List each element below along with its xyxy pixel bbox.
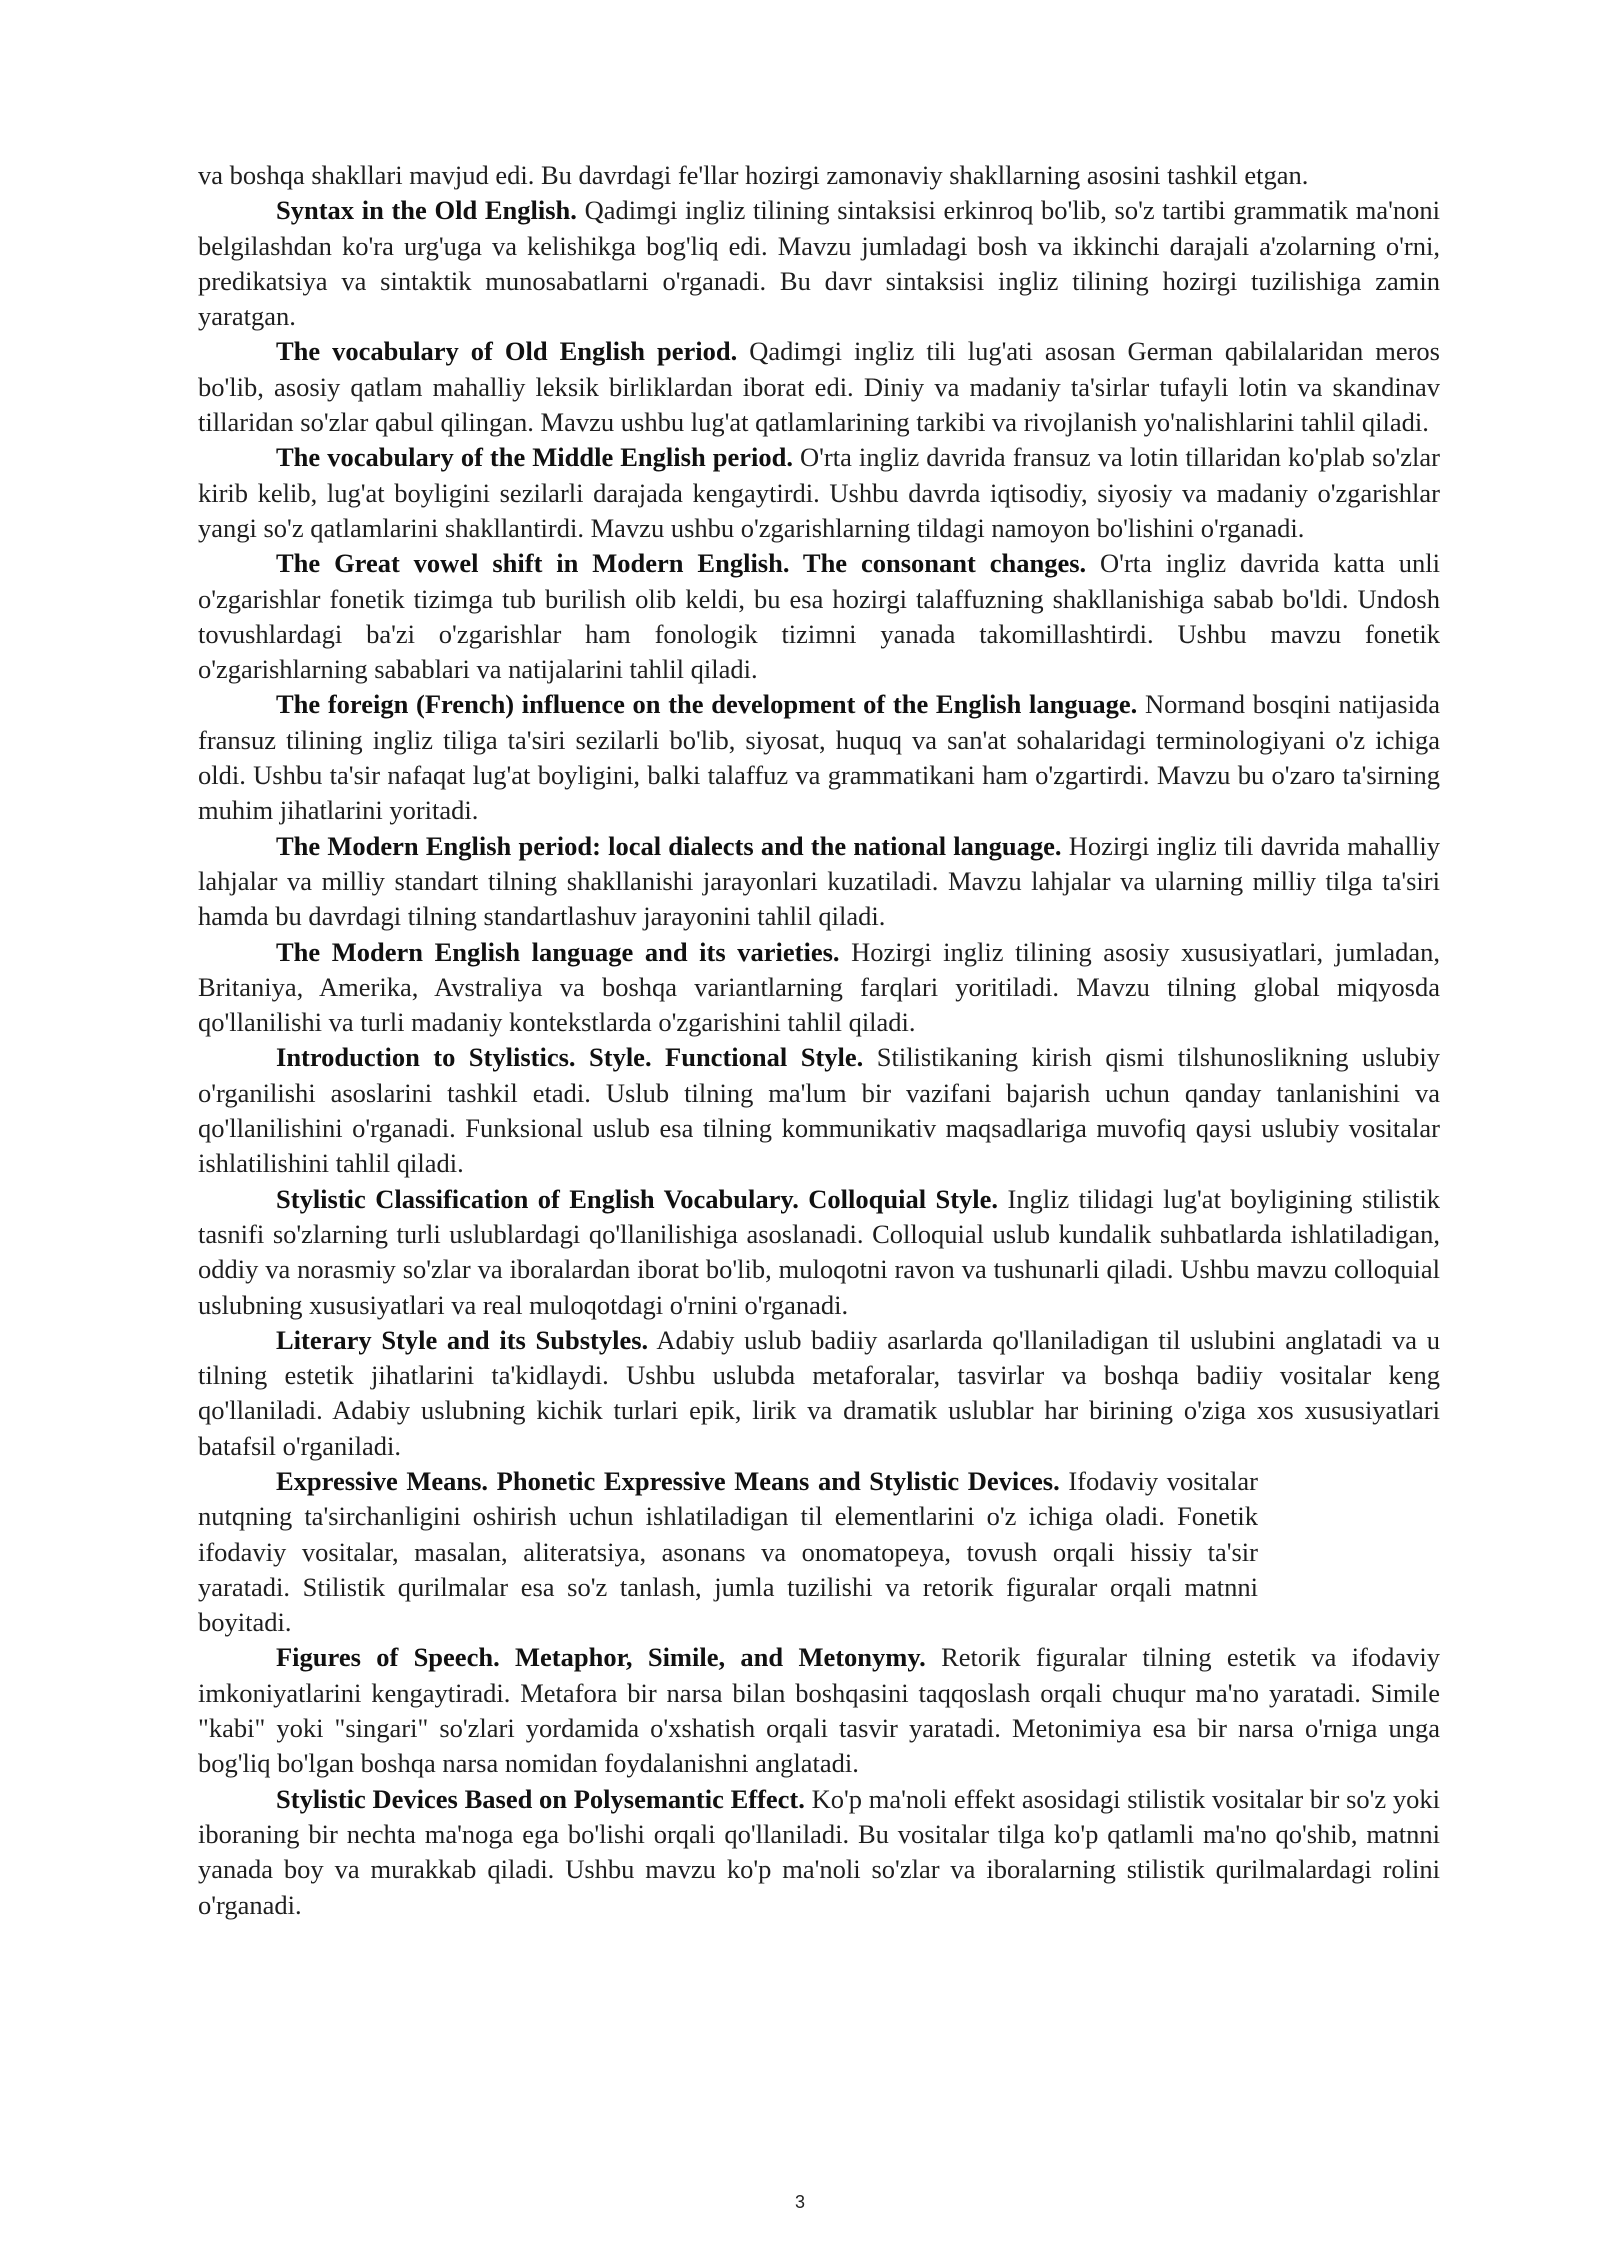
paragraph-heading: Introduction to Stylistics. Style. Functional Style. — [276, 1042, 864, 1073]
paragraph-heading: The foreign (French) influence on the development of the English language. — [276, 689, 1138, 720]
paragraph-heading: The Modern English period: local dialects and the national language. — [276, 830, 1062, 861]
paragraph-modern-english-varieties — [198, 935, 1440, 1041]
paragraph-french-influence — [198, 687, 1440, 828]
paragraph-heading: The Modern English language and its varieties. — [276, 936, 840, 967]
paragraph-figures-of-speech — [198, 1640, 1440, 1781]
paragraph-body: Stilistikaning kirish qismi tilshunoslikning uslubiy o'rganilishi asoslarini tashkil etadi. Uslub tilning ma'lum bir vazifani bajarish uchun qanday tanlanishini va qo'llanilishini o'rganadi. Funksional uslub esa tilning kommunikativ maqsadlariga muvofiq qaysi uslubiy vositalar ishlatilishini tahlil qiladi. — [198, 1042, 1441, 1179]
paragraph-body: O'rta ingliz davrida katta unli o'zgarishlar fonetik tizimga tub burilish olib keldi, bu esa hozirgi talaffuzning shakllanishiga sabab bo'ldi. Undosh tovushlardagi ba'zi o'zgarishlar ham fonologik tizimni yanada takomillashtirdi. Ushbu mavzu fonetik o'zgarishlarning sabablari va natijalarini tahlil qiladi. — [198, 548, 1440, 685]
paragraph-body: Qadimgi ingliz tilining sintaksisi erkinroq bo'lib, so'z tartibi grammatik ma'noni belgilashdan ko'ra urg'uga va kelishikga bog'liq edi. Mavzu jumladagi bosh va ikkinchi darajali a'zolarning o'rni, predikatsiya va sintaktik munosabatlarni o'rganadi. Bu davr sintaksisi ingliz tilining hozirgi tuzilishiga zamin yaratgan. — [198, 195, 1440, 332]
paragraph-heading: Literary Style and its Substyles. — [276, 1324, 649, 1355]
paragraph-heading: The vocabulary of Old English period. — [276, 336, 738, 367]
paragraph-stylistic-classification — [198, 1182, 1440, 1323]
paragraph-heading: The Great vowel shift in Modern English. The consonant changes. — [276, 548, 1087, 579]
paragraph-heading: Stylistic Devices Based on Polysemantic Effect. — [276, 1783, 805, 1814]
paragraph-body: Ifodaviy vositalar nutqning ta'sirchanligini oshirish uchun ishlatiladigan til elementlarini o'z ichiga oladi. Fonetik ifodaviy vositalar, masalan, aliteratsiya, asonans va onomatopeya, tovush orqali hissiy ta'sir yaratadi. Stilistik qurilmalar esa so'z tanlash, jumla tuzilishi va retorik figuralar orqali matnni boyitadi. — [198, 1465, 1258, 1638]
paragraph-body: Qadimgi ingliz tili lug'ati asosan German qabilalaridan meros bo'lib, asosiy qatlam mahalliy leksik birliklardan iborat edi. Diniy va madaniy ta'sirlar tufayli lotin va skandinav tillaridan so'zlar qabul qilingan. Mavzu ushbu lug'at qatlamlarining tarkibi va rivojlanish yo'nalishlarini tahlil qiladi. — [198, 336, 1440, 438]
paragraph-old-english-vocabulary — [198, 334, 1440, 440]
paragraph-intro-stylistics — [198, 1040, 1440, 1181]
paragraph-great-vowel-shift — [198, 546, 1440, 687]
paragraph-body: O'rta ingliz davrida fransuz va lotin tillaridan ko'plab so'zlar kirib kelib, lug'at boyligini sezilarli darajada kengaytirdi. Ushbu davrda iqtisodiy, siyosiy va madaniy o'zgarishlar yangi so'z qatlamlarini shakllantirdi. Mavzu ushbu o'zgarishlarning tildagi namoyon bo'lishini o'rganadi. — [198, 442, 1441, 543]
paragraph-body: Ko'p ma'noli effekt asosidagi stilistik vositalar bir so'z yoki iboraning bir nechta ma'noga ega bo'lishi orqali qo'llaniladi. Bu vositalar tilga ko'p qatlamli ma'no qo'shib, matnni yanada boy va murakkab qiladi. Ushbu mavzu ko'p ma'noli so'zlar va iboralarning stilistik qurilmalardagi rolini o'rganadi. — [198, 1783, 1440, 1920]
paragraph-heading: The vocabulary of the Middle English period. — [276, 442, 793, 473]
paragraph-heading: Stylistic Classification of English Vocabulary. Colloquial Style. — [276, 1183, 999, 1214]
paragraph-heading: Figures of Speech. Metaphor, Simile, and Metonymy. — [276, 1642, 926, 1673]
paragraph-middle-english-vocabulary — [198, 440, 1440, 546]
paragraph-heading: Syntax in the Old English. — [276, 195, 577, 226]
document-page — [198, 158, 1440, 1923]
paragraph-body: Retorik figuralar tilning estetik va ifodaviy imkoniyatlarini kengaytiradi. Metafora bir narsa bilan boshqasini taqqoslash orqali chuqur ma'no yaratadi. Simile "kabi" yoki "singari" so'zlari yordamida o'xshatish orqali tasvir yaratadi. Metonimiya esa bir narsa o'rniga unga bog'liq bo'lgan boshqa narsa nomidan foydalanishni anglatadi. — [198, 1642, 1441, 1779]
paragraph-polysemantic-effect — [198, 1782, 1440, 1923]
paragraph-literary-style — [198, 1323, 1440, 1464]
paragraph-body: Ingliz tilidagi lug'at boyligining stilistik tasnifi so'zlarning turli uslublardagi qo'llanilishiga asoslanadi. Colloquial uslub kundalik suhbatlarda ishlatiladigan, oddiy va norasmiy so'zlar va iboralardan iborat bo'lib, muloqotni ravon va tushunarli qiladi. Ushbu mavzu colloquial uslubning xususiyatlari va real muloqotdagi o'rnini o'rganadi. — [198, 1183, 1441, 1320]
page-number: 3 — [794, 2192, 805, 2212]
paragraph-old-english-syntax — [198, 193, 1440, 334]
paragraph-body: Hozirgi ingliz tili davrida mahalliy lahjalar va milliy standart tilning shakllanishi jarayonlari kuzatiladi. Mavzu lahjalar va ularning milliy tilga ta'siri hamda bu davrdagi tilning standartlashuv jarayonini tahlil qiladi. — [198, 830, 1440, 932]
paragraph-heading: Expressive Means. Phonetic Expressive Means and Stylistic Devices. — [276, 1465, 1060, 1496]
paragraph-dialects-national-language — [198, 829, 1440, 935]
paragraph-body: Adabiy uslub badiiy asarlarda qo'llaniladigan til uslubini anglatadi va u tilning estetik jihatlarini ta'kidlaydi. Ushbu uslubda metaforalar, tasvirlar va boshqa badiiy vositalar keng qo'llaniladi. Adabiy uslubning kichik turlari epik, lirik va dramatik uslublar har birining o'ziga xos xususiyatlari batafsil o'rganiladi. — [198, 1324, 1440, 1461]
paragraph-body: Normand bosqini natijasida fransuz tilining ingliz tiliga ta'siri sezilarli bo'lib, siyosat, huquq va san'at sohalaridagi terminologiyani o'z ichiga oldi. Ushbu ta'sir nafaqat lug'at boyligini, balki talaffuz va grammatikani ham o'zgartirdi. Mavzu bu o'zaro ta'sirning muhim jihatlarini yoritadi. — [198, 689, 1440, 826]
paragraph-body: Hozirgi ingliz tilining asosiy xususiyatlari, jumladan, Britaniya, Amerika, Avstraliya va boshqa variantlarning farqlari yoritiladi. Mavzu tilning global miqyosda qo'llanilishi va turli madaniy kontekstlarda o'zgarishini tahlil qiladi. — [198, 936, 1440, 1038]
paragraph-expressive-means — [198, 1464, 1258, 1640]
intro-paragraph: va boshqa shakllari mavjud edi. Bu davrdagi fe'llar hozirgi zamonaviy shakllarning asosini tashkil etgan. — [198, 160, 1309, 190]
